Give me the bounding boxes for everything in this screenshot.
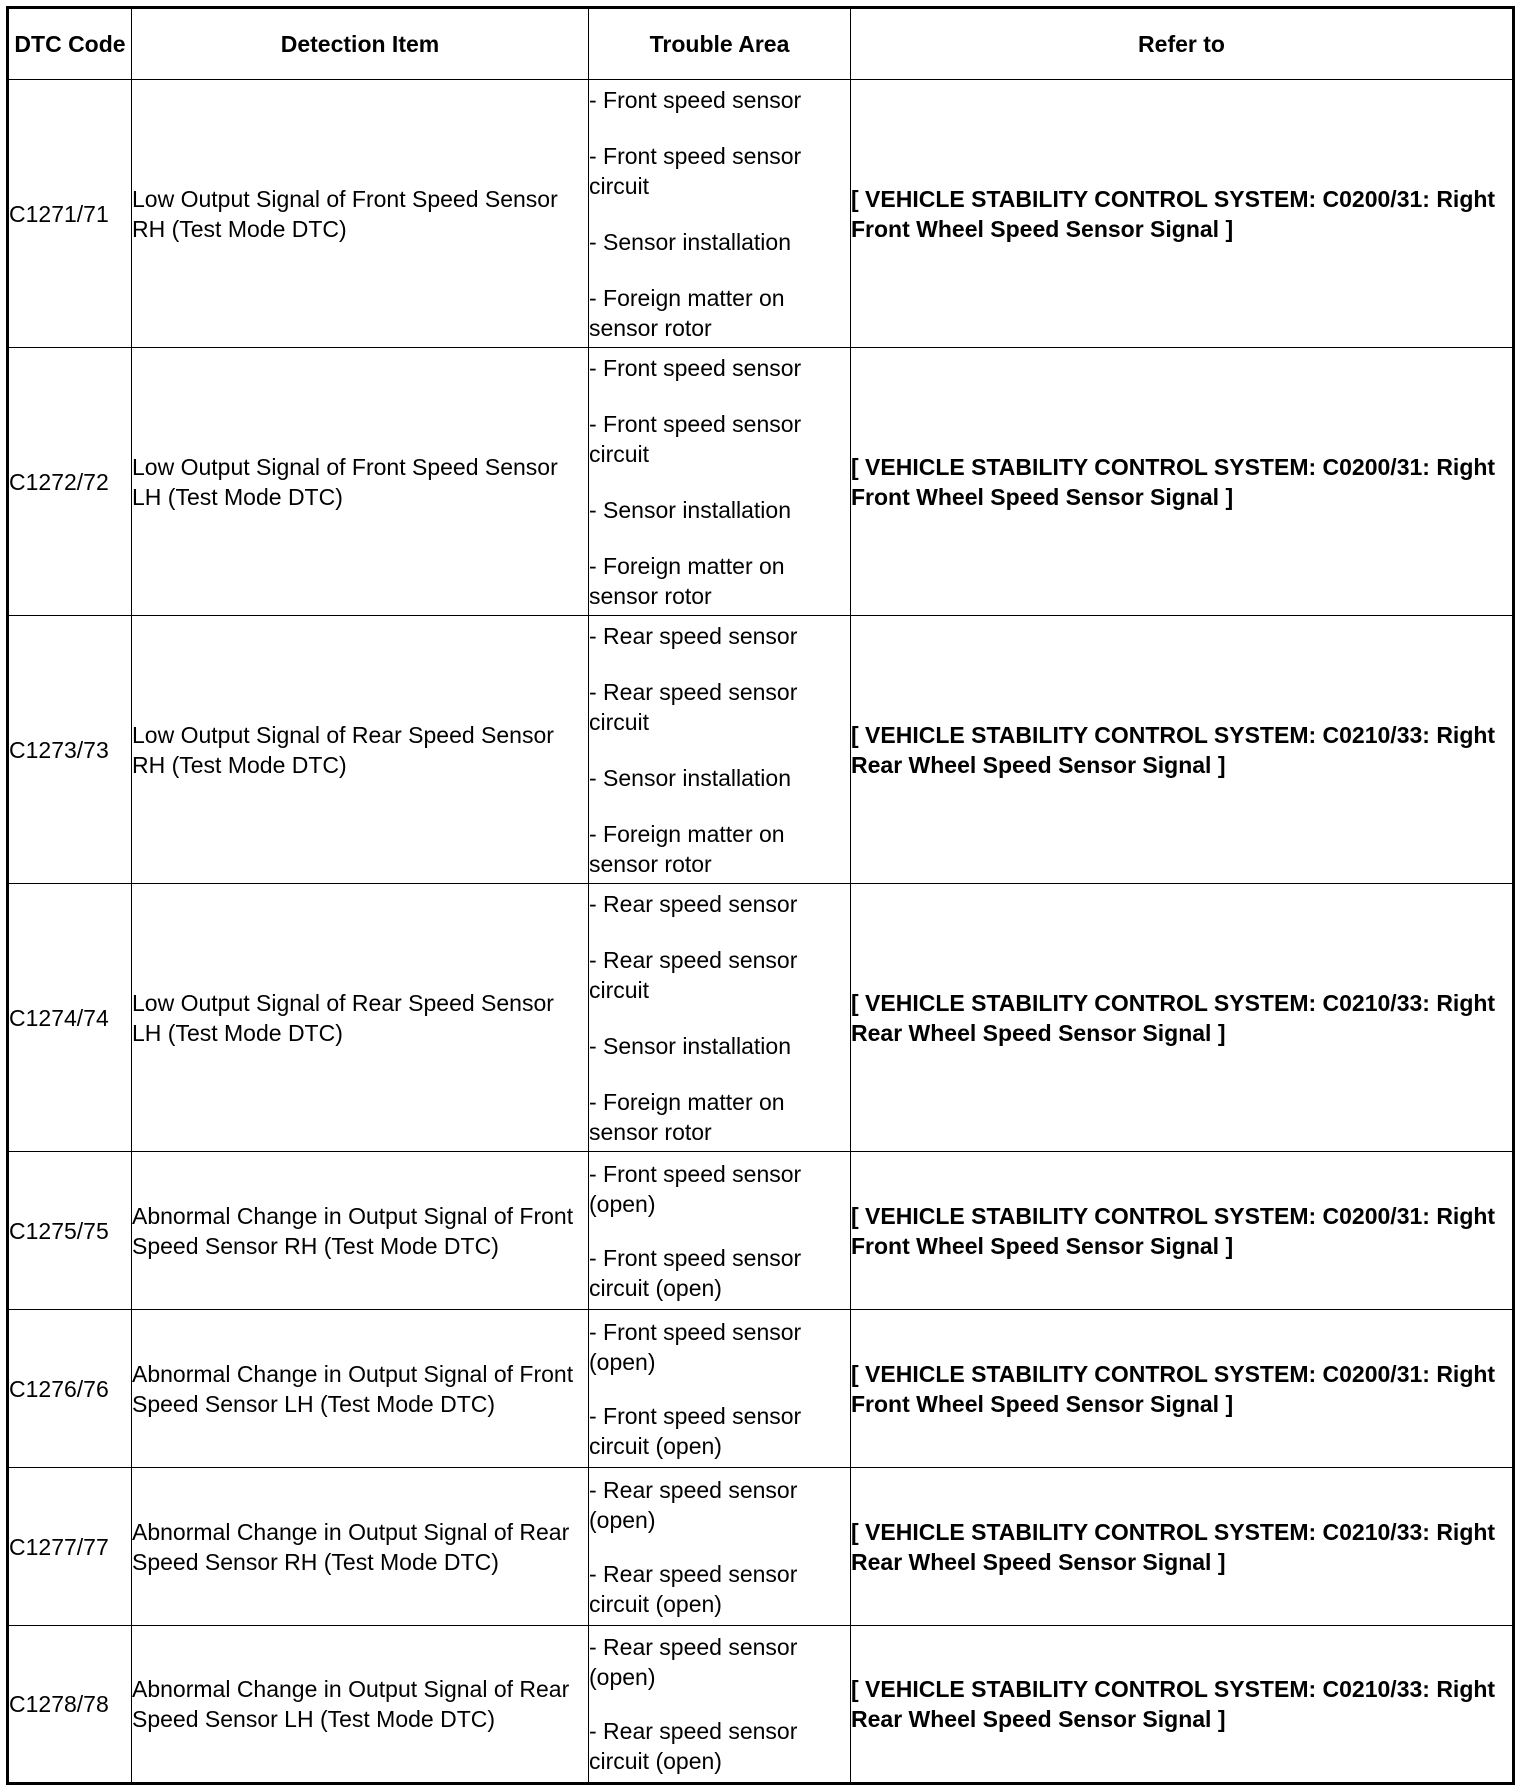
trouble-area-cell — [589, 1468, 851, 1626]
trouble-item: - Front speed sensor — [589, 86, 802, 113]
trouble-item: - Front speed sensor circuit (open) — [589, 1244, 802, 1301]
trouble-area-cell — [589, 1152, 851, 1310]
trouble-item: - Front speed sensor circuit (open) — [589, 1402, 802, 1459]
detection-item-cell: Low Output Signal of Rear Speed Sensor LH (Test Mode DTC) — [132, 884, 589, 1152]
refer-to-cell: [ VEHICLE STABILITY CONTROL SYSTEM: C0200/31: Right Front Wheel Speed Sensor Signal ] — [851, 1152, 1514, 1310]
detection-item-cell: Abnormal Change in Output Signal of Front Speed Sensor RH (Test Mode DTC) — [132, 1152, 589, 1310]
trouble-item: - Front speed sensor circuit — [589, 142, 802, 199]
table-row — [8, 1310, 1514, 1468]
trouble-area-cell — [589, 1310, 851, 1468]
trouble-item: - Rear speed sensor — [589, 890, 798, 917]
table-row — [8, 1468, 1514, 1626]
dtc-code-cell: C1275/75 — [8, 1152, 132, 1310]
detection-item-cell: Abnormal Change in Output Signal of Rear Speed Sensor LH (Test Mode DTC) — [132, 1626, 589, 1784]
refer-to-cell: [ VEHICLE STABILITY CONTROL SYSTEM: C0210/33: Right Rear Wheel Speed Sensor Signal ] — [851, 1468, 1514, 1626]
trouble-item: - Rear speed sensor (open) — [589, 1634, 798, 1690]
trouble-item: - Front speed sensor — [589, 354, 802, 381]
table-row — [8, 616, 1514, 884]
detection-item-cell: Abnormal Change in Output Signal of Front Speed Sensor LH (Test Mode DTC) — [132, 1310, 589, 1468]
dtc-code-cell: C1276/76 — [8, 1310, 132, 1468]
trouble-area-cell — [589, 1626, 851, 1784]
trouble-item: - Sensor installation — [589, 764, 791, 791]
dtc-code-cell: C1272/72 — [8, 348, 132, 616]
dtc-code-cell: C1271/71 — [8, 80, 132, 348]
header-row — [8, 8, 1514, 80]
dtc-table — [6, 6, 1515, 1785]
trouble-item: - Sensor installation — [589, 496, 791, 523]
header-refer-to: Refer to — [851, 8, 1514, 80]
table-row — [8, 884, 1514, 1152]
detection-item-cell: Abnormal Change in Output Signal of Rear Speed Sensor RH (Test Mode DTC) — [132, 1468, 589, 1626]
header-detection-item: Detection Item — [132, 8, 589, 80]
trouble-item: - Foreign matter on sensor rotor — [589, 1088, 785, 1145]
trouble-item: - Sensor installation — [589, 1032, 791, 1059]
trouble-item: - Rear speed sensor (open) — [589, 1476, 798, 1533]
refer-to-cell: [ VEHICLE STABILITY CONTROL SYSTEM: C0210/33: Right Rear Wheel Speed Sensor Signal ] — [851, 616, 1514, 884]
dtc-code-cell: C1274/74 — [8, 884, 132, 1152]
trouble-area-cell — [589, 616, 851, 884]
dtc-code-cell: C1273/73 — [8, 616, 132, 884]
trouble-area-cell — [589, 80, 851, 348]
refer-to-cell: [ VEHICLE STABILITY CONTROL SYSTEM: C0210/33: Right Rear Wheel Speed Sensor Signal ] — [851, 1626, 1514, 1784]
trouble-area-cell — [589, 884, 851, 1152]
trouble-item: - Sensor installation — [589, 228, 791, 255]
dtc-code-cell: C1278/78 — [8, 1626, 132, 1784]
header-dtc-code: DTC Code — [8, 8, 132, 80]
trouble-item: - Front speed sensor (open) — [589, 1160, 802, 1217]
trouble-item: - Foreign matter on sensor rotor — [589, 284, 785, 341]
detection-item-cell: Low Output Signal of Front Speed Sensor RH (Test Mode DTC) — [132, 80, 589, 348]
table-row — [8, 348, 1514, 616]
trouble-item: - Rear speed sensor circuit — [589, 678, 798, 735]
trouble-item: - Rear speed sensor — [589, 622, 798, 649]
detection-item-cell: Low Output Signal of Rear Speed Sensor RH (Test Mode DTC) — [132, 616, 589, 884]
trouble-item: - Rear speed sensor circuit (open) — [589, 1560, 798, 1617]
table-row — [8, 80, 1514, 348]
header-trouble-area: Trouble Area — [589, 8, 851, 80]
trouble-item: - Front speed sensor circuit — [589, 410, 802, 467]
trouble-item: - Front speed sensor (open) — [589, 1318, 802, 1375]
trouble-item: - Rear speed sensor circuit (open) — [589, 1718, 798, 1774]
trouble-item: - Foreign matter on sensor rotor — [589, 820, 785, 877]
refer-to-cell: [ VEHICLE STABILITY CONTROL SYSTEM: C0210/33: Right Rear Wheel Speed Sensor Signal ] — [851, 884, 1514, 1152]
table-row — [8, 1152, 1514, 1310]
dtc-code-cell: C1277/77 — [8, 1468, 132, 1626]
refer-to-cell: [ VEHICLE STABILITY CONTROL SYSTEM: C0200/31: Right Front Wheel Speed Sensor Signal ] — [851, 348, 1514, 616]
table-row — [8, 1626, 1514, 1784]
trouble-area-cell — [589, 348, 851, 616]
refer-to-cell: [ VEHICLE STABILITY CONTROL SYSTEM: C0200/31: Right Front Wheel Speed Sensor Signal ] — [851, 1310, 1514, 1468]
refer-to-cell: [ VEHICLE STABILITY CONTROL SYSTEM: C0200/31: Right Front Wheel Speed Sensor Signal ] — [851, 80, 1514, 348]
trouble-item: - Foreign matter on sensor rotor — [589, 552, 785, 609]
trouble-item: - Rear speed sensor circuit — [589, 946, 798, 1003]
detection-item-cell: Low Output Signal of Front Speed Sensor LH (Test Mode DTC) — [132, 348, 589, 616]
